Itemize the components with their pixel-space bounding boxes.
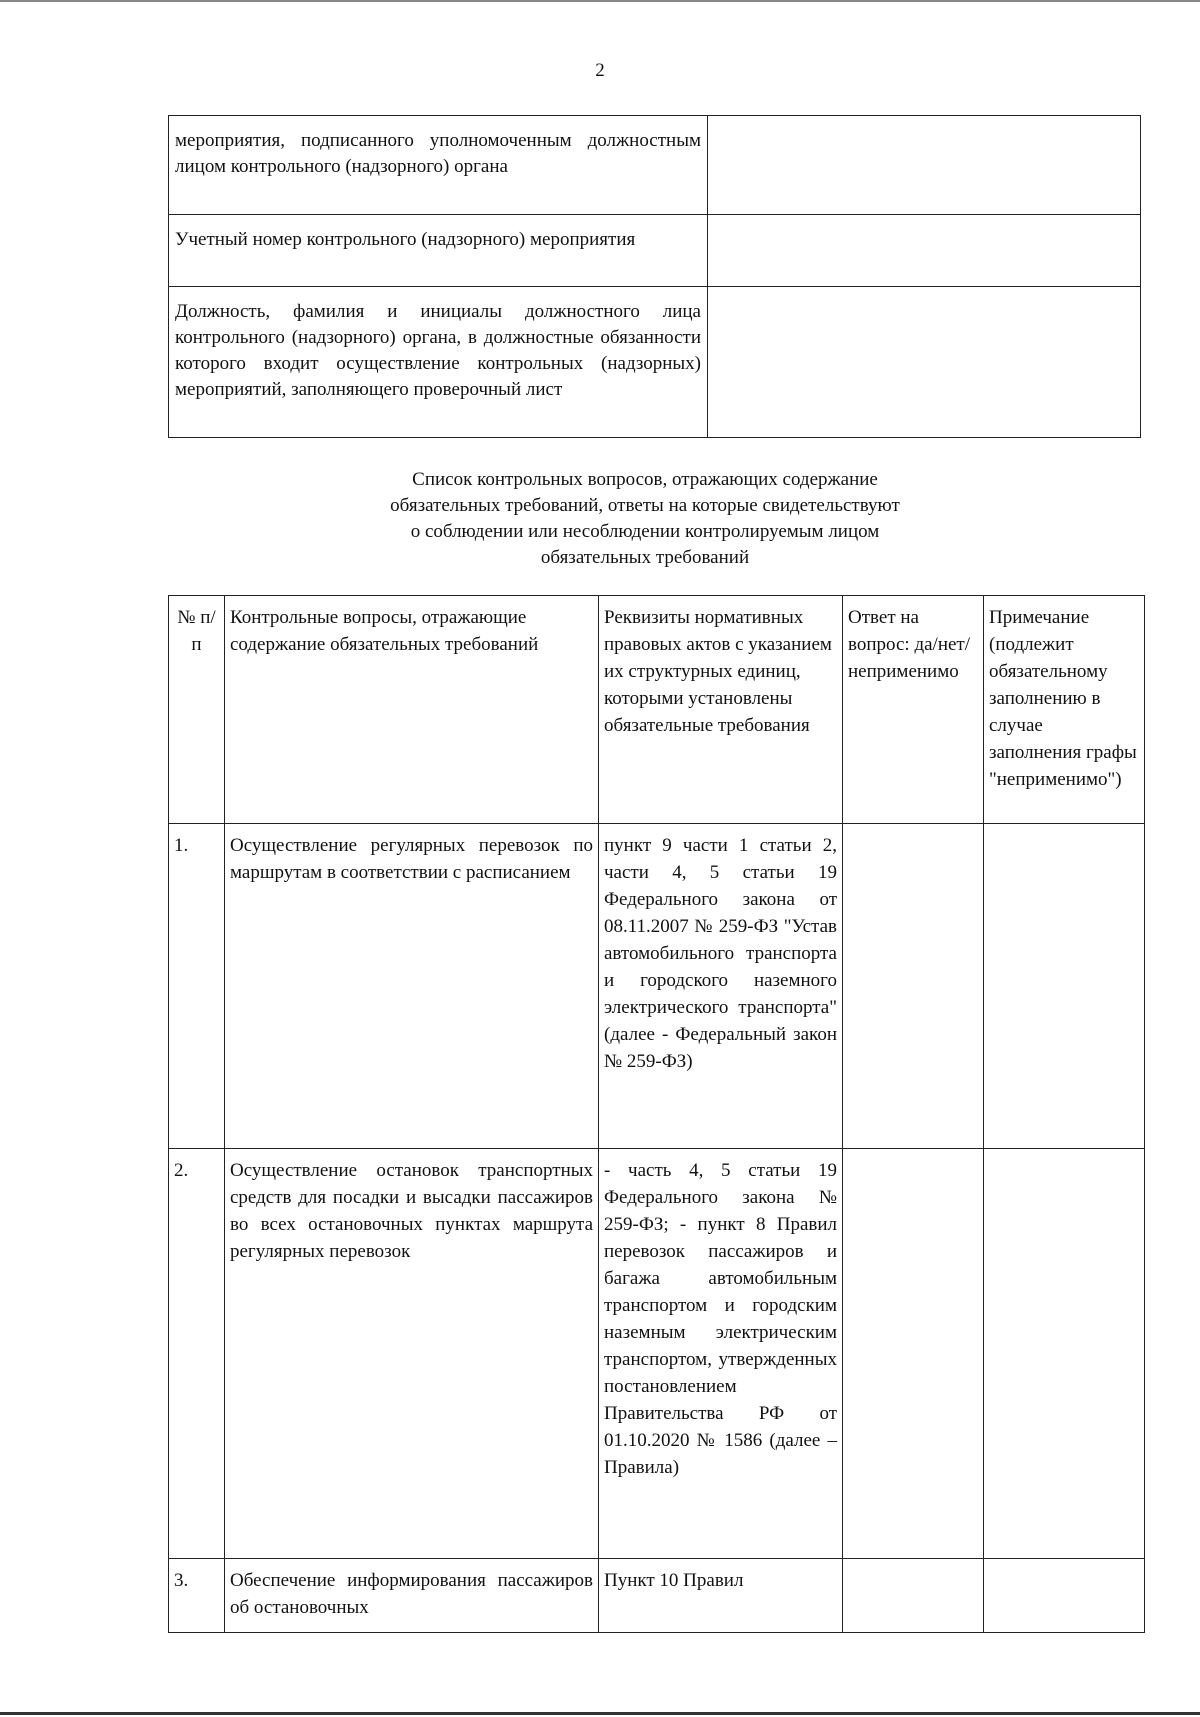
heading-line: о соблюдении или несоблюдении контролируемым лицом: [410, 521, 880, 542]
info-row: [169, 215, 1141, 287]
table-row: [169, 1559, 1145, 1633]
row-answer[interactable]: [843, 1149, 984, 1559]
heading-line: обязательных требований, ответы на которые свидетельствуют: [390, 495, 900, 516]
row-note[interactable]: [984, 824, 1145, 1149]
row-requisites: Пункт 10 Правил: [599, 1559, 843, 1633]
row-note[interactable]: [984, 1149, 1145, 1559]
info-table: [168, 115, 1141, 438]
scan-bottom-edge: [0, 1712, 1200, 1715]
info-row: [169, 287, 1141, 438]
info-label: Учетный номер контрольного (надзорного) мероприятия: [169, 215, 708, 287]
heading-line: Список контрольных вопросов, отражающих содержание: [412, 469, 878, 490]
row-note[interactable]: [984, 1559, 1145, 1633]
row-question: Осуществление остановок транспортных средств для посадки и высадки пассажиров во всех остановочных пунктах маршрута регулярных перевозок: [225, 1149, 599, 1559]
row-question: Обеспечение информирования пассажиров об остановочных: [225, 1559, 599, 1633]
row-answer[interactable]: [843, 824, 984, 1149]
row-num: 1.: [169, 824, 225, 1149]
row-requisites: пункт 9 части 1 статьи 2, части 4, 5 статьи 19 Федерального закона от 08.11.2007 № 259-ФЗ "Устав автомобильного транспорта и городского наземного электрического транспорта" (далее - Федеральный закон № 259-ФЗ): [599, 824, 843, 1149]
header-answer: Ответ на вопрос: да/нет/ неприменимо: [843, 596, 984, 824]
info-label: Должность, фамилия и инициалы должностного лица контрольного (надзорного) органа, в должностные обязанности которого входит осуществление контрольных (надзорных) мероприятий, заполняющего проверочный лист: [169, 287, 708, 438]
scan-top-edge: [0, 0, 1200, 2]
header-requisites: Реквизиты нормативных правовых актов с указанием их структурных единиц, которыми установлены обязательные требования: [599, 596, 843, 824]
header-question: Контрольные вопросы, отражающие содержание обязательных требований: [225, 596, 599, 824]
header-note: Примечание (подлежит обязательному заполнению в случае заполнения графы "неприменимо"): [984, 596, 1145, 824]
row-requisites: - часть 4, 5 статьи 19 Федерального закона № 259-ФЗ; - пункт 8 Правил перевозок пассажиров и багажа автомобильным транспортом и городским наземным электрическим транспортом, утвержденных постановлением Правительства РФ от 01.10.2020 № 1586 (далее – Правила): [599, 1149, 843, 1559]
info-value: [708, 116, 1141, 215]
row-answer[interactable]: [843, 1559, 984, 1633]
row-num: 2.: [169, 1149, 225, 1559]
info-value: [708, 287, 1141, 438]
header-num: № п/п: [169, 596, 225, 824]
table-row: [169, 1149, 1145, 1559]
info-value: [708, 215, 1141, 287]
questions-table: [168, 595, 1145, 1633]
info-row: [169, 116, 1141, 215]
info-label: мероприятия, подписанного уполномоченным должностным лицом контрольного (надзорного) органа: [169, 116, 708, 215]
heading-line: обязательных требований: [540, 547, 750, 568]
row-num: 3.: [169, 1559, 225, 1633]
row-question: Осуществление регулярных перевозок по маршрутам в соответствии с расписанием: [225, 824, 599, 1149]
section-heading: [170, 467, 1120, 571]
table-row: [169, 824, 1145, 1149]
table-header-row: [169, 596, 1145, 824]
page-number: 2: [595, 60, 605, 81]
